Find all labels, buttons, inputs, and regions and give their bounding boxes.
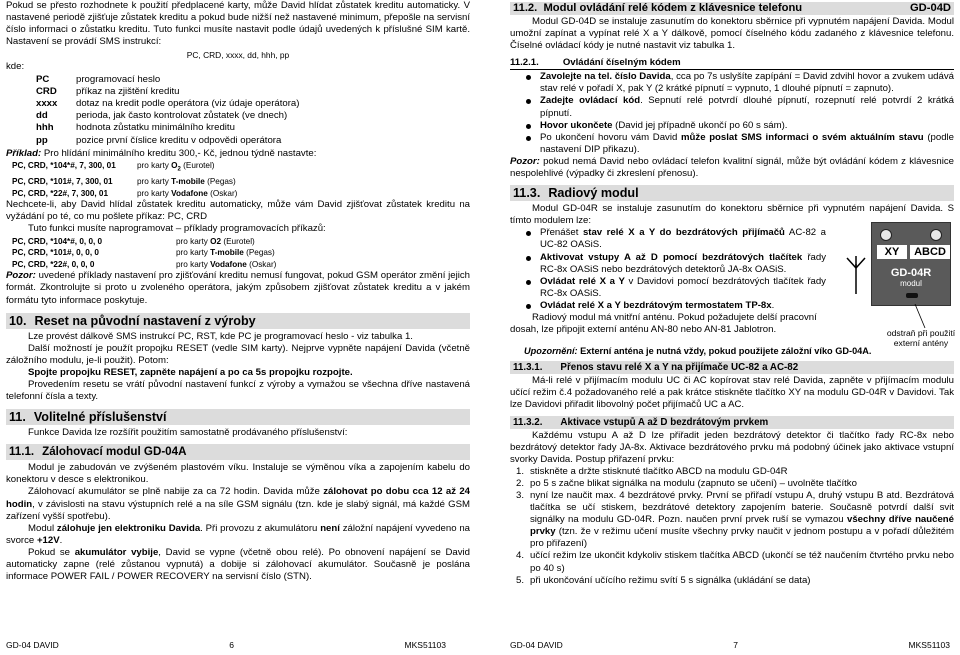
pozor-paragraph <box>6 270 470 306</box>
s111-p3-e: záložní napájení vyvedeno na svorce <box>6 522 470 546</box>
command-operator: T-mobile <box>171 177 205 187</box>
bullet-post: v Davidovi pomocí bezdrátových tlačítek řady RC-8x OASiS. <box>540 275 826 299</box>
pozor-label: Pozor: <box>6 270 36 282</box>
s1132-p1: Každému vstupu A až D lze přiřadit jeden bezdrátový detektor či tlačítko řady RC-8x nebo bezdrátový detektor řady JA-8x. Aktivace bezdrátového prvku má podobný účinek jako aktivace vstupní svorky Davida. Postup přiřazení prvku: <box>510 429 954 465</box>
bullet-item <box>526 252 826 276</box>
pozor2-label: Pozor: <box>510 155 540 167</box>
left-page <box>0 0 476 655</box>
pozor-text: uvedené příklady nastavení pro zjišťování kreditu nemusí fungovat, pokud GSM operátor změní jejich formát. Zkontrolujte si proto u zvoleného operátora, jakým způsobem zjišťovat zůstatek kreditu a v jakém formátu tyto informace poskytuje. <box>6 270 470 306</box>
bullet-bold: Ovládat relé X a Y <box>540 275 625 287</box>
command-desc-post: (Pegas) <box>243 248 275 258</box>
step-item <box>516 466 954 478</box>
section-11-3-1-title: Přenos stavu relé X a Y na přijímače UC-82 a AC-82 <box>560 362 799 374</box>
section-11-title: Volitelné příslušenství <box>33 410 167 425</box>
command-row <box>6 259 470 271</box>
bullet-bold: Aktivovat vstupy A až D pomocí bezdrátových tlačítek <box>540 251 803 263</box>
bullet-item <box>526 227 826 251</box>
bullet-post: řady RC-8x OASiS nebo bezdrátových detektorů JA-8x OASiS. <box>540 251 826 275</box>
bullet-item <box>526 276 826 300</box>
step-text-pre: nyní lze naučit max. 4 bezdrátové prvky. První se přiřadí vstupu A, druhý vstupu B atd. Bezdrátová tlačítka se učí stiskem, bezdrátové detektory zapojením baterie. Současně potvrdí další svit signálky na modulu GD-04R. Pozn. naučen první prvek ruší se vymazou <box>530 490 954 526</box>
left-column <box>6 0 470 583</box>
s111-p3 <box>6 523 470 547</box>
definition-row <box>36 110 299 122</box>
example-label: Příklad: <box>6 147 42 159</box>
section-11-2-number: 11.2. <box>513 2 538 14</box>
example-text: Pro hlídání minimálního kreditu 300,- Kč, jednou týdně nastavte: <box>41 147 317 159</box>
s111-p2-c: , v závislosti na stavu výstupních relé a na síle GSM signálu (tzn. kde je slabý signál, má každé GSM zařízení vyšší spotřebu). <box>6 498 470 522</box>
section-10-number: 10. <box>9 313 27 328</box>
sms-format: PC, CRD, xxxx, dd, hhh, pp <box>186 50 290 61</box>
example-paragraph <box>6 148 470 160</box>
upozorneni-label: Upozornění: <box>524 346 578 357</box>
right-footer-page-number: 7 <box>733 640 739 650</box>
step-text-bold: všechny dříve naučené prvky <box>530 514 954 538</box>
definition-row <box>36 135 299 147</box>
s10-p1: Lze provést dálkově SMS instrukcí PC, RST, kde PC je programovací heslo - viz tabulka 1. <box>28 330 413 342</box>
command-desc-pre: pro karty <box>137 160 172 170</box>
command-row <box>6 160 470 176</box>
s111-p2 <box>6 486 470 522</box>
s111-p3-a: Modul <box>28 522 57 534</box>
definition-key: PC <box>36 73 50 85</box>
command-desc-post: (Eurotel) <box>180 160 215 170</box>
bullet-text-post: (podle nastavení DIP přikazu). <box>540 131 954 155</box>
bullet-bold: Ovládat relé X a Y bezdrátovým termostatem TP-8x <box>540 299 772 311</box>
s111-p3-f: +12V <box>36 534 60 546</box>
bullet-item <box>526 132 954 156</box>
step-text: při ukončování učícího režimu svítí 5 s signálka (ukládání se data) <box>530 574 811 586</box>
commands-list-ondemand <box>6 236 470 271</box>
s111-p2-b: zálohovat po dobu cca 12 až 24 hodin <box>6 486 470 510</box>
s113-bullets <box>526 227 826 312</box>
s113-p2: Radiový modul má vnitřní anténu. Pokud požadujete delší pracovní dosah, lze připojit externí anténu AN-80 nebo AN-81 Jablotron. <box>510 311 817 336</box>
commands-list-credit <box>6 160 470 199</box>
command-row <box>6 188 470 200</box>
s111-p3-b: zálohuje jen elektroniku Davida <box>56 522 201 534</box>
gd04r-module <box>871 222 951 306</box>
s112-p1: Modul GD-04D se instaluje zasunutím do konektoru sběrnice při vypnutém napájení Davida. Modul umožní zapínat a vypínat relé X a Y dálkově, pomocí číselného kódu zadaného z klávesnice telefonu. Číselné ovládací kódy je nutné nastavit viz tabulka 1. <box>510 16 954 52</box>
left-footer-doc-code: MKS51103 <box>404 640 446 650</box>
command-desc <box>137 160 215 176</box>
abcd-label: ABCD <box>910 245 950 259</box>
definition-row <box>36 122 299 134</box>
step-text-post: (tzn. že v režimu učení musíte všechny prvky naučit v jednom postupu a v pořadí důležitém pro přiřazení) <box>530 526 954 550</box>
bullet-pre: Přenášet <box>540 227 583 239</box>
bullet-bold: stav relé X a Y do bezdrátových přijímačů <box>582 227 785 239</box>
nechcete-paragraph: Nechcete-li, aby David hlídal zůstatek kreditu automaticky, může vám David zjišťovat zůstatek kreditu na vyžádání po té, co mu pošlete příkaz: PC, CRD <box>6 199 470 223</box>
command-code: PC, CRD, *101#, 7, 300, 01 <box>12 177 113 187</box>
bullet-bold: Zavolejte na tel. číslo Davida <box>540 71 671 83</box>
step-number: 5. <box>516 574 525 586</box>
definition-row <box>36 86 299 98</box>
s111-p3-c: . Při provozu z akumulátoru <box>200 522 321 534</box>
section-11-2-1-number: 11.2.1. <box>510 57 539 69</box>
s111-p4-b: akumulátor vybije <box>74 546 159 558</box>
bullet-post: . <box>771 299 775 311</box>
pointer-line-icon <box>913 304 933 330</box>
command-code: PC, CRD, *104*#, 0, 0, 0 <box>12 236 103 246</box>
definitions-table <box>36 74 299 147</box>
section-11-heading <box>6 409 470 425</box>
command-desc-post: (Eurotel) <box>221 236 255 246</box>
definition-key: pp <box>36 134 48 146</box>
s10-p4: Provedením resetu se vrátí původní nastavení funkcí z výroby a vymažou se všechna dříve nastavená telefonní čísla a texty. <box>6 379 470 403</box>
section-11-2-heading <box>510 2 954 15</box>
kde-label: kde: <box>6 61 25 73</box>
command-desc-pre: pro karty <box>176 248 211 258</box>
figure-caption: odstraň při použití externí antény <box>886 328 956 349</box>
right-footer-product: GD-04 DAVID <box>510 640 563 650</box>
left-footer <box>6 640 446 650</box>
pozor2-text: pokud nemá David nebo ovládací telefon kvalitní signál, může být ovládání kódem z klávesnice nespolehlivé (výpadky či zkreslení přenosu). <box>510 155 954 180</box>
step-number: 4. <box>516 550 525 562</box>
s11-p1: Funkce Davida lze rozšířit použitím samostatně prodávaného příslušenství: <box>28 427 348 439</box>
s111-p3-g: . <box>59 534 63 546</box>
section-11-3-2-number: 11.3.2. <box>513 416 543 428</box>
intro-paragraph: Pokud se přesto rozhodnete k použití předplacené karty, může David hlídat zůstatek kreditu automaticky. V nastavené periodě zjišťuje zůstatek kreditu a pokud bude nižší než nastavené minimum, přepošle na servisní číslo informaci o zůstatku kreditu. Tuto funkci musíte nastavit podle údajů uvedených k příslušné SIM kartě. Nastavení se provádí SMS instrukcí: <box>6 0 470 48</box>
bullet-text: , cca po 7s uslyšíte zapípání = David zdvihl hovor a zvukem udává stav relé v pořadí X, pak Y (2 krátké pípnutí = vypnuto, 1 dlouhé pípnutí = zapnuto). <box>540 71 954 95</box>
command-desc-post: (Pegas) <box>204 177 236 187</box>
section-10-title: Reset na původní nastavení z výroby <box>34 313 256 328</box>
command-desc <box>137 188 237 200</box>
section-11-1-heading <box>6 444 470 460</box>
bullet-item <box>526 300 826 312</box>
command-desc <box>176 247 275 259</box>
section-11-3-number: 11.3. <box>513 186 541 201</box>
command-row <box>6 236 470 248</box>
jumper-icon <box>906 293 918 298</box>
s111-p3-d: není <box>320 522 340 534</box>
radio-module-figure <box>843 216 956 366</box>
definition-value: dotaz na kredit podle operátora (viz údaje operátora) <box>76 97 300 109</box>
module-word: modul <box>900 279 922 288</box>
definition-key: CRD <box>36 85 57 97</box>
step-number: 3. <box>516 490 525 501</box>
definition-row <box>36 74 299 86</box>
left-footer-product: GD-04 DAVID <box>6 640 59 650</box>
step-text: po 5 s začne blikat signálka na modulu (zapnuto se učení) – uvolněte tlačítko <box>530 477 857 489</box>
command-code: PC, CRD, *101#, 0, 0, 0 <box>12 248 99 258</box>
command-desc-pre: pro karty <box>137 177 172 187</box>
step-text: stiskněte a držte stisknuté tlačítko ABCD na modulu GD-04R <box>530 465 788 477</box>
command-operator: O <box>171 160 178 170</box>
bullet-item <box>526 120 954 132</box>
definition-value: programovací heslo <box>76 73 161 85</box>
s10-p3: Spojte propojku RESET, zapněte napájení a po ca 5s propojku rozpojte. <box>28 366 353 378</box>
command-row <box>6 176 470 188</box>
bullet-item <box>526 95 954 119</box>
section-11-number: 11. <box>9 410 26 425</box>
command-desc <box>137 176 236 188</box>
bullet-bold: Hovor ukončete <box>540 119 613 131</box>
command-row <box>6 247 470 259</box>
definition-value: hodnota zůstatku minimálního kreditu <box>76 122 235 134</box>
definition-key: hhh <box>36 122 54 134</box>
bullet-bold: Zadejte ovládací kód <box>540 95 641 107</box>
s111-p4-a: Pokud se <box>28 546 75 558</box>
s10-p2: Další možností je použít propojku RESET (vedle SIM karty). Nejprve vypněte napájení Davida (včetně záložního modulu, je-li použit). Potom: <box>6 342 470 366</box>
section-11-2-tag: GD-04D <box>909 2 951 14</box>
section-11-1-title: Zálohovací modul GD-04A <box>42 445 187 459</box>
definition-row <box>36 98 299 110</box>
definition-key: xxxx <box>36 97 58 109</box>
s111-p4 <box>6 547 470 583</box>
right-footer-doc-code: MKS51103 <box>908 640 950 650</box>
step-item <box>516 478 954 490</box>
section-11-2-1-heading <box>510 57 954 70</box>
command-operator-sub: 2 <box>177 166 181 173</box>
section-11-3-title: Radiový modul <box>548 186 639 201</box>
section-11-3-1-number: 11.3.1. <box>513 362 543 374</box>
right-footer <box>510 640 950 650</box>
s111-p2-a: Zálohovací akumulátor se plně nabije za ca 72 hodin. Davida může <box>28 486 324 498</box>
abcd-button <box>930 229 942 241</box>
step-number: 1. <box>516 465 525 477</box>
s1121-bullets <box>526 71 954 156</box>
right-page <box>488 0 960 655</box>
definition-key: dd <box>36 110 48 122</box>
section-10-heading <box>6 313 470 329</box>
command-desc <box>176 259 276 271</box>
section-11-3-heading <box>510 185 954 201</box>
command-operator: T-mobile <box>210 248 244 258</box>
tuto-paragraph: Tuto funkci musíte naprogramovat – příklady programovacích příkazů: <box>28 223 326 235</box>
upozorneni-text: Externí anténa je nutná vždy, pokud použijete záložní víko GD-04A. <box>577 346 872 357</box>
section-11-2-1-title: Ovládání číselným kódem <box>562 57 681 69</box>
step-item <box>516 550 954 574</box>
command-code: PC, CRD, *104*#, 7, 300, 01 <box>12 160 116 170</box>
s113-p1: Modul GD-04R se instaluje zasunutím do konektoru sběrnice při vypnutém napájení Davida. S tímto modulem lze: <box>510 203 954 227</box>
section-11-3-2-title: Aktivace vstupů A až D bezdrátovým prvkem <box>560 416 769 428</box>
section-11-3-2-heading <box>510 416 954 429</box>
command-desc-pre: pro karty <box>137 188 172 198</box>
bullet-text: (David jej případně ukončí po 60 s sám). <box>612 119 788 131</box>
module-name: GD-04R <box>890 267 932 279</box>
command-code: PC, CRD, *22#, 7, 300, 01 <box>12 188 109 198</box>
s111-p1: Modul je zabudován ve zvýšeném plastovém víku. Instaluje se výměnou víka a zapojením kabelu do konektoru v desce s elektronikou. <box>6 462 470 486</box>
pozor2-paragraph <box>510 156 954 180</box>
command-operator: Vodafone <box>210 259 247 269</box>
step-item <box>516 575 954 587</box>
xy-button <box>880 229 892 241</box>
bullet-text: . Sepnutí relé potvrdí dlouhé pípnutí, rozepnutí relé potvrdí 2 krátká pípnutí. <box>540 95 954 119</box>
section-11-1-number: 11.1. <box>9 445 35 459</box>
definition-value: příkaz na zjištění kreditu <box>76 85 180 97</box>
command-desc-post: (Oskar) <box>207 188 238 198</box>
step-text: učící režim lze ukončit kdykoliv stiskem tlačítka ABCD (ukončí se též naučením čtvrtého prvku nebo po 40 s) <box>530 550 954 574</box>
command-desc-pre: pro karty <box>176 236 211 246</box>
command-operator: O2 <box>210 236 222 246</box>
command-desc-pre: pro karty <box>176 259 211 269</box>
left-footer-page-number: 6 <box>229 640 235 650</box>
bullet-item <box>526 71 954 95</box>
xy-label: XY <box>877 245 907 259</box>
section-11-2-title: Modul ovládání relé kódem z klávesnice telefonu <box>543 2 803 14</box>
definition-value: pozice první číslice kreditu v odpovědi operátora <box>76 134 282 146</box>
definition-value: perioda, jak často kontrolovat zůstatek (ve dnech) <box>76 110 288 122</box>
step-number: 2. <box>516 477 525 489</box>
s111-p4-c: , David se vypne (včetně obou relé). Po obnovení napájení se David automaticky zapne (relé zůstanou vypnutá) a dobije si zálohovací akumulátor. Současně je poslána informace POWER FAIL / POWER RECOVERY na servisní číslo (STN). <box>6 546 471 583</box>
s1131-p1: Má-li relé v přijímacím modulu UC či AC kopírovat stav relé Davida, zapněte v přijímacím modulu učící režim č.4 požadovaného relé a pak krátce stiskněte tlačítko XY na modulu GD-04R v Davidovi. Tak lze Davidovi přiřadit libovolný počet přijímačů UC a AC. <box>510 375 954 411</box>
command-desc <box>176 236 255 248</box>
antenna-icon <box>843 256 869 296</box>
bullet-post: AC-82 a UC-82 OASiS. <box>540 227 826 251</box>
s1132-steps <box>516 466 954 587</box>
bullet-text-pre: Po ukončení hovoru vám David <box>540 131 681 143</box>
command-code: PC, CRD, *22#, 0, 0, 0 <box>12 259 95 269</box>
command-operator: Vodafone <box>171 188 208 198</box>
step-item <box>516 490 954 550</box>
command-desc-post: (Oskar) <box>246 259 277 269</box>
bullet-text-bold: může poslat SMS informaci o svém aktuálním stavu <box>681 131 924 143</box>
